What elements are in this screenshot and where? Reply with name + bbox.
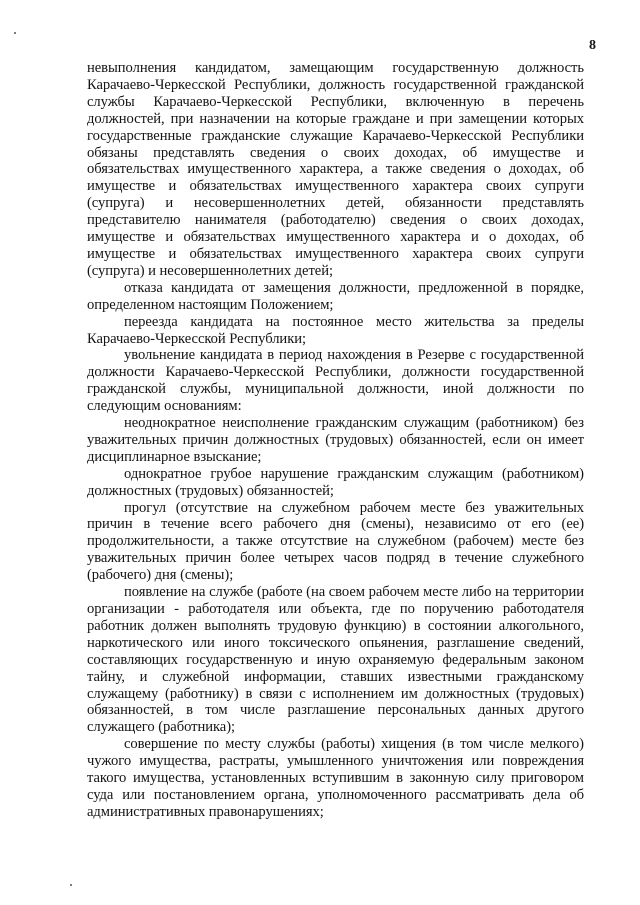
scan-speck [14, 32, 16, 34]
page-number: 8 [589, 38, 596, 53]
paragraph-nonfulfillment: невыполнения кандидатом, замещающим государственную должность Карачаево-Черкесской Республики, должность государственной гражданской службы Карачаево-Черкесской Республики, включенную в перечень должностей, при назначении на которые граждане и при замещении которых государственные гражданские служащие Карачаево-Черкесской Республики обязаны представлять сведения о своих доходах, об имуществе и обязательствах имущественного характера, а также сведения о доходах, об имуществе и обязательствах имущественного характера своих супруги (супруга) и несовершеннолетних детей, обязанности представлять представителю нанимателя (работодателю) сведения о своих доходах, имуществе и обязательствах имущественного характера и о доходах, об имуществе и обязательствах имущественного характера своих супруги (супруга) и несовершеннолетних детей; [87, 60, 584, 279]
paragraph-gross-violation: однократное грубое нарушение гражданским служащим (работником) должностных (трудовых) обязанностей; [87, 465, 584, 499]
document-body [87, 60, 584, 821]
paragraph-relocation: переезда кандидата на постоянное место жительства за пределы Карачаево-Черкесской Республики; [87, 313, 584, 347]
paragraph-absenteeism: прогул (отсутствие на служебном рабочем месте без уважительных причин в течение всего рабочего дня (смены), независимо от его (ее) продолжительности, а также отсутствие на служебном (рабочем) месте без уважительных причин более четырех часов подряд в течение служебного (рабочего) дня (смены); [87, 499, 584, 584]
paragraph-theft: совершение по месту службы (работы) хищения (в том числе мелкого) чужого имущества, растраты, умышленного уничтожения или повреждения такого имущества, установленных вступившим в законную силу приговором суда или постановлением органа, уполномоченного рассматривать дела об административных правонарушениях; [87, 736, 584, 820]
paragraph-refusal: отказа кандидата от замещения должности, предложенной в порядке, определенном настоящим Положением; [87, 279, 584, 313]
scan-speck [70, 884, 72, 886]
paragraph-intoxication-disclosure: появление на службе (работе (на своем рабочем месте либо на территории организации - работодателя или объекта, где по поручению работодателя работник должен выполнять трудовую функцию) в состоянии алкогольного, наркотического или иного токсического опьянения, разглашение сведений, составляющих государственную и иную охраняемую федеральным законом тайну, и служебной информации, ставших известными гражданскому служащему (работнику) в связи с исполнением им должностных (трудовых) обязанностей, в том числе разглашение персональных данных другого служащего (работника); [87, 584, 584, 736]
paragraph-repeated-failure: неоднократное неисполнение гражданским служащим (работником) без уважительных причин должностных (трудовых) обязанностей, если он имеет дисциплинарное взыскание; [87, 415, 584, 465]
paragraph-dismissal: увольнение кандидата в период нахождения в Резерве с государственной должности Карачаево-Черкесской Республики, должности государственной гражданской службы, муниципальной должности, иной должности по следующим основаниям: [87, 347, 584, 415]
